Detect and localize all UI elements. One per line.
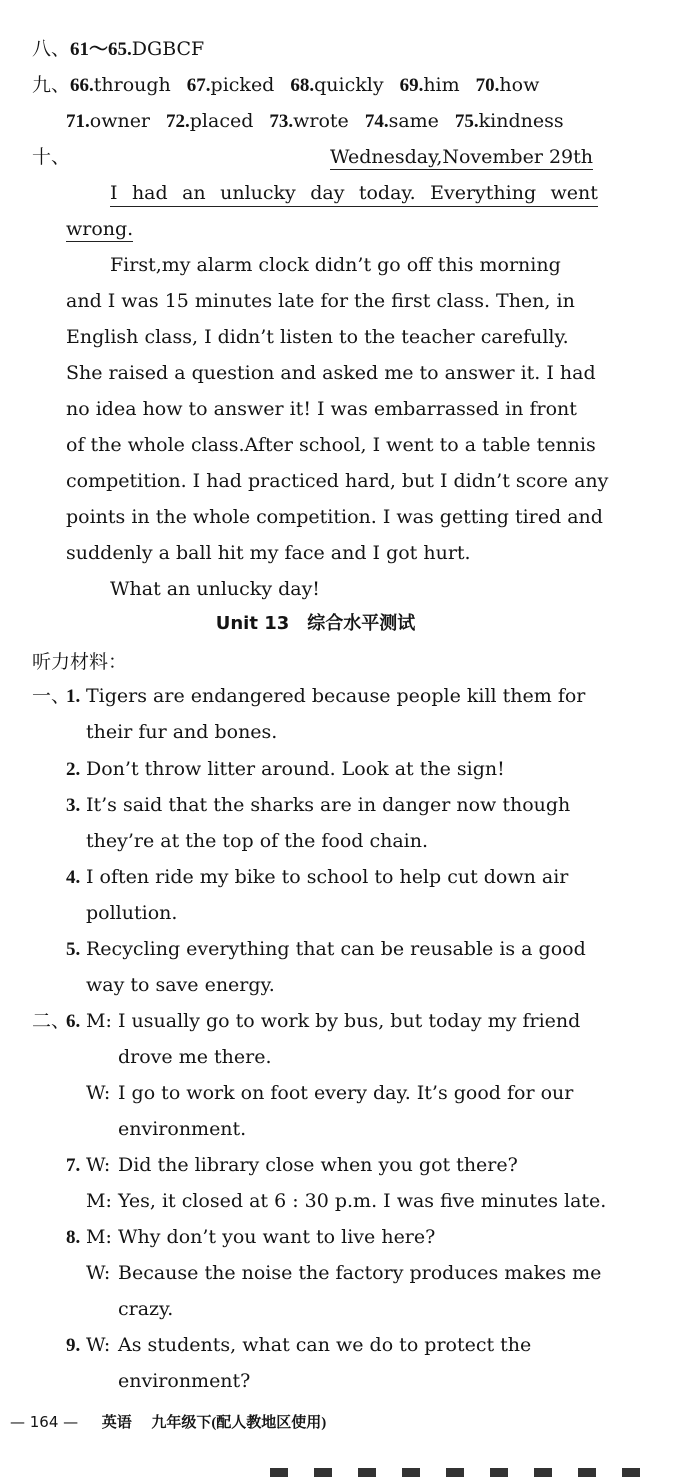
essay-line: of the whole class.After school, I went to a table tennis bbox=[66, 434, 596, 456]
speaker-label: M: bbox=[86, 1226, 112, 1248]
question-number: 75. bbox=[454, 111, 479, 132]
essay-line: no idea how to answer it! I was embarrassed in front bbox=[66, 398, 577, 420]
answer-word: same bbox=[388, 110, 439, 132]
answer-line-71-75 bbox=[66, 109, 564, 134]
section-label: 十、 bbox=[32, 146, 71, 168]
essay-word: today. bbox=[358, 182, 416, 204]
answer-word: him bbox=[423, 74, 460, 96]
dialogue-line: crazy. bbox=[118, 1298, 174, 1320]
essay-line: First,my alarm clock didn’t go off this morning bbox=[110, 254, 561, 276]
dialogue-line: Because the noise the factory produces makes me bbox=[118, 1262, 602, 1284]
question-number: 74. bbox=[364, 111, 389, 132]
listening-line: they’re at the top of the food chain. bbox=[86, 830, 429, 852]
page-footer bbox=[10, 1410, 326, 1435]
item-number bbox=[66, 684, 80, 709]
item-number bbox=[66, 937, 80, 962]
bottom-edge-marks bbox=[270, 1468, 650, 1477]
answer-word: owner bbox=[89, 110, 151, 132]
listening-line: I often ride my bike to school to help cut down air bbox=[86, 866, 569, 888]
question-number: 73. bbox=[269, 111, 294, 132]
essay-line: competition. I had practiced hard, but I didn’t score any bbox=[66, 470, 609, 492]
section-label: 一、 bbox=[32, 685, 71, 707]
essay-word: an bbox=[182, 182, 206, 204]
item-number-text: 1. bbox=[66, 686, 81, 707]
listening-line: It’s said that the sharks are in danger now though bbox=[86, 794, 571, 816]
essay-line: points in the whole competition. I was getting tired and bbox=[66, 506, 603, 528]
item-number bbox=[66, 865, 80, 890]
item-number bbox=[66, 793, 80, 818]
question-number: 72. bbox=[166, 111, 190, 132]
answer-line-66-70 bbox=[32, 73, 539, 98]
answer-word: quickly bbox=[314, 74, 384, 96]
question-number: 66. bbox=[70, 75, 94, 96]
essay-word: I bbox=[110, 182, 118, 204]
dialogue-number bbox=[66, 1009, 80, 1034]
dialogue-number bbox=[66, 1225, 80, 1250]
item-number-text: 3. bbox=[66, 795, 81, 816]
listening-line: their fur and bones. bbox=[86, 721, 278, 743]
answer-line-61-65 bbox=[32, 37, 204, 62]
dialogue-line: I go to work on foot every day. It’s good for our bbox=[118, 1082, 574, 1104]
essay-word: had bbox=[131, 182, 168, 204]
item-number bbox=[66, 757, 80, 782]
footer-subject: 英语 bbox=[101, 1415, 132, 1431]
section-label: 九、 bbox=[32, 74, 71, 96]
dialogue-number-text: 6. bbox=[66, 1011, 81, 1032]
speaker-label: M: bbox=[86, 1190, 112, 1212]
dialogue-line: environment. bbox=[118, 1118, 247, 1140]
dialogue-line: Why don’t you want to live here? bbox=[118, 1226, 436, 1248]
dialogue-line: Yes, it closed at 6 : 30 p.m. I was five minutes late. bbox=[118, 1190, 607, 1212]
answer-word: placed bbox=[189, 110, 254, 132]
answer-word: wrote bbox=[293, 110, 349, 132]
item-number-text: 4. bbox=[66, 867, 81, 888]
dialogue-number bbox=[66, 1333, 80, 1358]
essay-date bbox=[330, 145, 598, 169]
essay-intro-text: wrong. bbox=[66, 218, 134, 240]
essay-intro-line bbox=[110, 181, 598, 207]
question-number: 68. bbox=[290, 75, 315, 96]
listening-line: Recycling everything that can be reusable is a good bbox=[86, 938, 586, 960]
section-label: 二、 bbox=[32, 1010, 71, 1032]
page-number: — 164 — bbox=[10, 1413, 79, 1431]
dialogue-line: I usually go to work by bus, but today my friend bbox=[118, 1010, 581, 1032]
essay-line: suddenly a ball hit my face and I got hurt. bbox=[66, 542, 471, 564]
dialogue-line: As students, what can we do to protect the bbox=[118, 1334, 532, 1356]
footer-grade: 九年级下(配人教地区使用) bbox=[151, 1415, 327, 1431]
listening-line: way to save energy. bbox=[86, 974, 275, 996]
dialogue-line: environment? bbox=[118, 1370, 251, 1392]
speaker-label: W: bbox=[86, 1262, 111, 1284]
dialogue-line: drove me there. bbox=[118, 1046, 272, 1068]
section-label: 八、 bbox=[32, 38, 71, 60]
essay-word: day bbox=[310, 182, 345, 204]
listening-label: 听力材料： bbox=[32, 651, 128, 673]
listening-line: Tigers are endangered because people kill them for bbox=[86, 685, 586, 707]
unit-title: Unit 13 综合水平测试 bbox=[215, 613, 416, 634]
dialogue-number-text: 9. bbox=[66, 1335, 81, 1356]
item-number-text: 5. bbox=[66, 939, 81, 960]
essay-intro-line bbox=[66, 217, 133, 241]
dialogue-number-text: 7. bbox=[66, 1155, 81, 1176]
speaker-label: W: bbox=[86, 1082, 111, 1104]
answer-word: kindness bbox=[478, 110, 564, 132]
essay-line: English class, I didn’t listen to the teacher carefully. bbox=[66, 326, 569, 348]
dialogue-line: Did the library close when you got there? bbox=[118, 1154, 518, 1176]
question-number: 70. bbox=[475, 75, 500, 96]
question-range: 61～65. bbox=[70, 39, 132, 60]
answer-text: DGBCF bbox=[131, 38, 205, 60]
question-number: 71. bbox=[66, 111, 90, 132]
answer-word: picked bbox=[210, 74, 275, 96]
essay-closing: What an unlucky day! bbox=[110, 578, 320, 600]
essay-word: went bbox=[550, 182, 598, 204]
essay-word: unlucky bbox=[220, 182, 296, 204]
speaker-label: W: bbox=[86, 1154, 111, 1176]
essay-line: and I was 15 minutes late for the first class. Then, in bbox=[66, 290, 575, 312]
essay-date-text: Wednesday,November 29th bbox=[330, 146, 593, 168]
dialogue-number bbox=[66, 1153, 80, 1178]
speaker-label: W: bbox=[86, 1334, 111, 1356]
essay-line: She raised a question and asked me to answer it. I had bbox=[66, 362, 596, 384]
listening-line: Don’t throw litter around. Look at the sign! bbox=[86, 758, 505, 780]
question-number: 69. bbox=[399, 75, 424, 96]
speaker-label: M: bbox=[86, 1010, 112, 1032]
item-number-text: 2. bbox=[66, 759, 81, 780]
dialogue-number-text: 8. bbox=[66, 1227, 81, 1248]
essay-word: Everything bbox=[430, 182, 537, 204]
answer-word: through bbox=[93, 74, 171, 96]
listening-line: pollution. bbox=[86, 902, 178, 924]
question-number: 67. bbox=[186, 75, 211, 96]
answer-word: how bbox=[499, 74, 540, 96]
